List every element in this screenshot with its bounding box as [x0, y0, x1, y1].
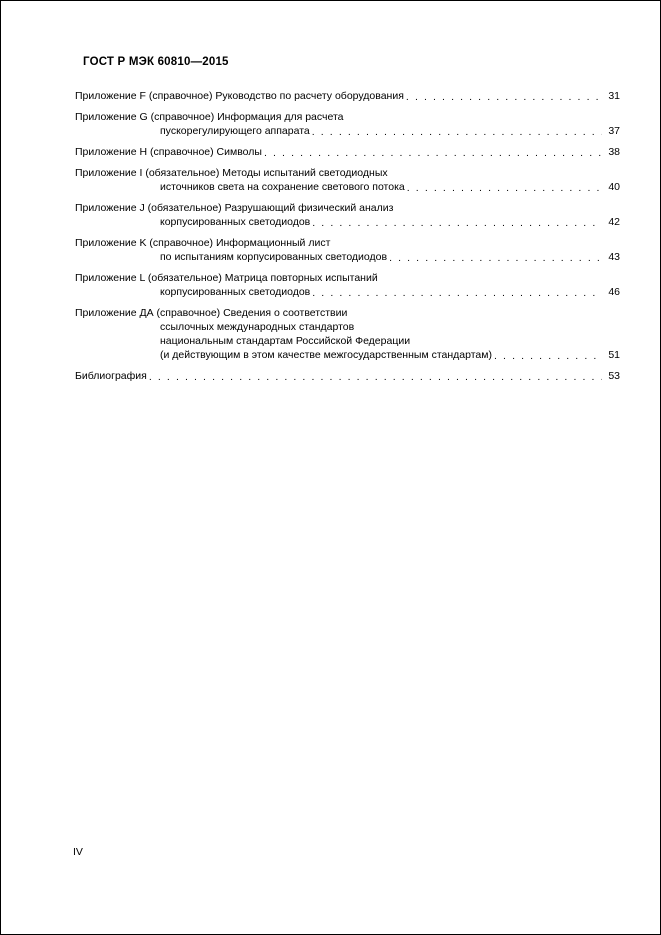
toc-leader — [312, 286, 602, 299]
toc-line — [75, 180, 620, 194]
toc-page-number: 43 — [608, 251, 620, 263]
toc-entry-title: Приложение ДА (справочное) Сведения о соответствии — [75, 307, 348, 319]
toc-entry[interactable] — [75, 306, 620, 362]
toc-entry-title-cont: пускорегулирующего аппарата — [160, 125, 310, 137]
toc-line — [75, 166, 620, 180]
toc-leader — [494, 349, 602, 362]
toc-line — [75, 145, 620, 159]
toc-entry[interactable] — [75, 201, 620, 229]
toc-entry[interactable] — [75, 236, 620, 264]
toc-entry-title-cont: национальным стандартам Российской Федерации — [160, 335, 411, 347]
toc-entry-title: Приложение F (справочное) Руководство по расчету оборудования — [75, 90, 404, 102]
page-folio: IV — [73, 846, 83, 858]
toc-leader — [264, 146, 602, 159]
toc-line — [75, 110, 620, 124]
toc-leader — [406, 90, 602, 103]
toc-line — [75, 306, 620, 320]
toc-leader — [312, 125, 602, 138]
toc-entry[interactable] — [75, 271, 620, 299]
toc-line — [75, 89, 620, 103]
toc-line — [75, 250, 620, 264]
toc-entry-title-cont: корпусированных светодиодов — [160, 286, 311, 298]
toc-line — [75, 236, 620, 250]
toc-page-number: 46 — [608, 286, 620, 298]
page-header: ГОСТ Р МЭК 60810—2015 — [83, 56, 229, 68]
toc-entry-title: Приложение J (обязательное) Разрушающий физический анализ — [75, 202, 394, 214]
toc-entry-title: Приложение H (справочное) Символы — [75, 146, 262, 158]
toc-line — [75, 369, 620, 383]
toc-entry-title-cont: по испытаниям корпусированных светодиодов — [160, 251, 388, 263]
toc-page-number: 40 — [608, 181, 620, 193]
toc-entry[interactable] — [75, 89, 620, 103]
toc-line — [75, 348, 620, 362]
toc-leader — [407, 181, 602, 194]
toc-line — [75, 215, 620, 229]
toc-line — [75, 201, 620, 215]
table-of-contents — [75, 89, 620, 390]
toc-entry[interactable] — [75, 110, 620, 138]
toc-entry-title-cont: источников света на сохранение светового потока — [160, 181, 405, 193]
toc-entry[interactable] — [75, 369, 620, 383]
toc-entry-title: Приложение K (справочное) Информационный лист — [75, 237, 331, 249]
toc-entry-title: Приложение G (справочное) Информация для расчета — [75, 111, 344, 123]
toc-page-number: 38 — [608, 146, 620, 158]
toc-line — [75, 334, 620, 348]
toc-entry-title: Библиография — [75, 370, 147, 382]
toc-page-number: 42 — [608, 216, 620, 228]
toc-leader — [312, 216, 602, 229]
toc-entry-title: Приложение I (обязательное) Методы испытаний светодиодных — [75, 167, 388, 179]
toc-line — [75, 271, 620, 285]
toc-leader — [389, 251, 602, 264]
toc-entry-title: Приложение L (обязательное) Матрица повторных испытаний — [75, 272, 378, 284]
toc-page-number: 53 — [608, 370, 620, 382]
toc-page-number: 51 — [608, 349, 620, 361]
toc-entry-title-cont: (и действующим в этом качестве межгосударственным стандартам) — [160, 349, 492, 361]
toc-line — [75, 124, 620, 138]
toc-page-number: 37 — [608, 125, 620, 137]
toc-line — [75, 285, 620, 299]
toc-page-number: 31 — [608, 90, 620, 102]
toc-entry-title-cont: корпусированных светодиодов — [160, 216, 311, 228]
toc-entry[interactable] — [75, 145, 620, 159]
toc-leader — [149, 370, 602, 383]
toc-line — [75, 320, 620, 334]
toc-entry[interactable] — [75, 166, 620, 194]
toc-entry-title-cont: ссылочных международных стандартов — [160, 321, 355, 333]
